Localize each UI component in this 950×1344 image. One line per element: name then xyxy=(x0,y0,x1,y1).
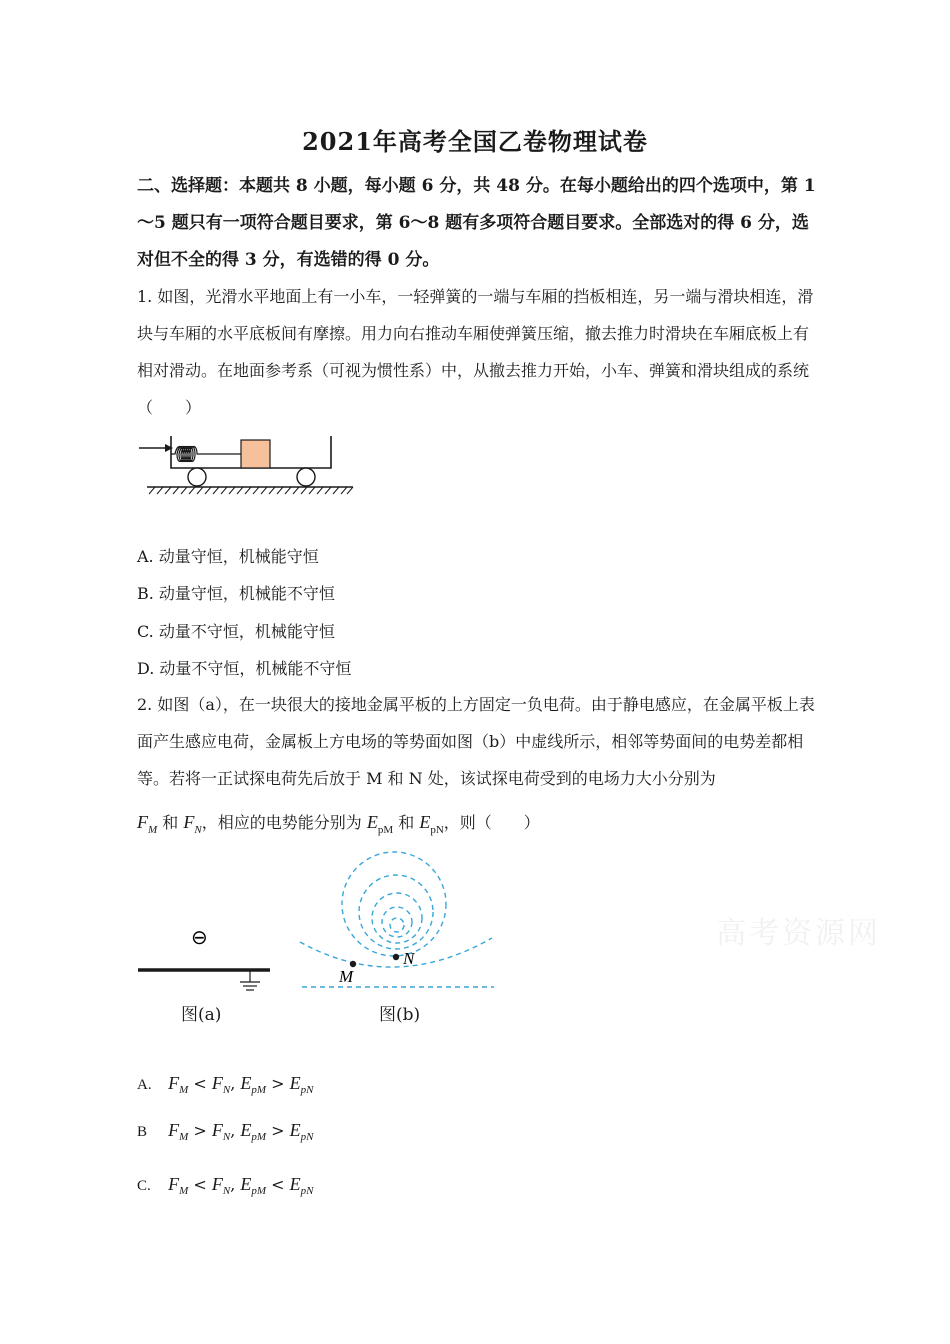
question-2-formula-line: $F_M$ 和 $F_N$，相应的电势能分别为 $E_{pM}$ 和 $E_{pN}$，则（ ） xyxy=(137,812,540,836)
equipotential-ring-3 xyxy=(372,893,422,943)
equipotential-ring-5 xyxy=(390,918,404,932)
q2-figure-b xyxy=(296,848,500,993)
q2-option-c[interactable]: C. $F_M < F_N$, $E_{pM} < E_{pN}$ xyxy=(137,1174,314,1198)
push-arrow-head xyxy=(165,444,173,452)
slider-block xyxy=(241,440,270,468)
spring xyxy=(171,447,241,462)
energy-n-symbol: E xyxy=(419,812,431,832)
label-n: N xyxy=(403,949,415,968)
q2-option-b-expr: $F_M > F_N$, $E_{pM} > E_{pN}$ xyxy=(168,1120,314,1144)
force-n-symbol: F xyxy=(183,812,195,832)
q1-option-c[interactable]: C. 动量不守恒，机械能守恒 xyxy=(137,622,335,641)
equipotential-ring-2 xyxy=(359,875,433,949)
negative-charge-icon: ⊖ xyxy=(191,927,208,949)
equipotential-ring-1 xyxy=(342,852,446,956)
figure-b-caption: 图(b) xyxy=(379,1005,421,1025)
q1-option-d[interactable]: D. 动量不守恒，机械能不守恒 xyxy=(137,659,352,678)
label-m: M xyxy=(339,967,354,986)
figure-a-caption: 图(a) xyxy=(181,1005,222,1025)
force-m-symbol: F xyxy=(137,812,148,832)
question-1-text: 1. 如图，光滑水平地面上有一小车，一轻弹簧的一端与车厢的挡板相连，另一端与滑块相连，滑块与车厢的水平底板间有摩擦。用力向右推动车厢使弹簧压缩，撤去推力时滑块在车厢底板上有相对滑动。在地面参考系（可视为惯性系）中，从撤去推力开始，小车、弹簧和滑块组成的系统（ ） xyxy=(137,287,814,417)
energy-m-symbol: E xyxy=(366,812,378,832)
point-n xyxy=(393,954,399,960)
q2-figure-a xyxy=(136,922,276,994)
ground-hatch xyxy=(149,487,353,494)
wheel-right xyxy=(297,468,315,486)
question-2-text: 2. 如图（a），在一块很大的接地金属平板的上方固定一负电荷。由于静电感应，在金属平板上表面产生感应电荷，金属板上方电场的等势面如图（b）中虚线所示，相邻等势面间的电势差都相等。若将一正试探电荷先后放于 M 和 N 处，该试探电荷受到的电场力大小分别为 xyxy=(137,695,815,788)
page-title: 2021年高考全国乙卷物理试卷 xyxy=(302,127,648,156)
q2-option-b[interactable]: B $F_M > F_N$, $E_{pM} > E_{pN}$ xyxy=(137,1120,314,1144)
q1-cart-figure xyxy=(135,428,360,498)
q2-option-a[interactable]: A. $F_M < F_N$, $E_{pM} > E_{pN}$ xyxy=(137,1073,314,1097)
q1-option-a[interactable]: A. 动量守恒，机械能守恒 xyxy=(137,547,319,566)
watermark: 高考资源网 xyxy=(716,916,881,951)
q2-option-a-expr: $F_M < F_N$, $E_{pM} > E_{pN}$ xyxy=(168,1073,314,1097)
wheel-left xyxy=(188,468,206,486)
section-header: 二、选择题：本题共 8 小题，每小题 6 分，共 48 分。在每小题给出的四个选项中，第 1～5 题只有一项符合题目要求，第 6～8 题有多项符合题目要求。全部选对的得 6 分，选对但不全的得 3 分，有选错的得 0 分。 xyxy=(137,176,816,270)
q2-option-c-expr: $F_M < F_N$, $E_{pM} < E_{pN}$ xyxy=(168,1174,314,1198)
q1-option-b[interactable]: B. 动量守恒，机械能不守恒 xyxy=(137,584,335,603)
